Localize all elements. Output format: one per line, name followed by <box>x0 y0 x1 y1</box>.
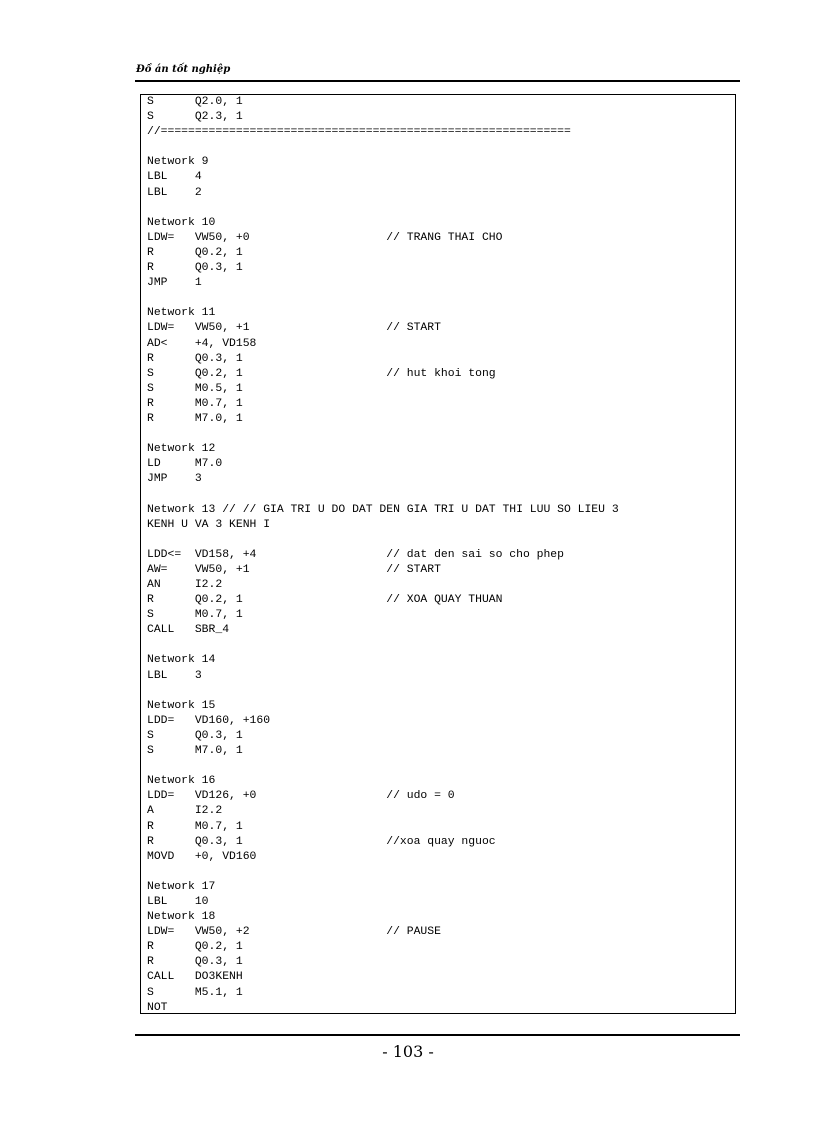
code-line: S Q0.3, 1 <box>147 729 243 742</box>
code-line: S Q2.3, 1 <box>147 111 243 124</box>
code-line: R Q0.2, 1 <box>147 941 243 954</box>
code-line: //============================================================ <box>147 126 571 139</box>
code-line: Network 10 <box>147 216 216 229</box>
code-line: Network 18 <box>147 911 216 924</box>
code-line <box>147 865 619 880</box>
code-line: LDW= VW50, +1 // START <box>147 322 441 335</box>
code-line <box>147 759 619 774</box>
code-line: Network 11 <box>147 307 216 320</box>
code-line: LDD<= VD158, +4 // dat den sai so cho phep <box>147 548 564 561</box>
code-line: S M0.7, 1 <box>147 609 243 622</box>
code-line: R Q0.2, 1 // XOA QUAY THUAN <box>147 594 503 607</box>
code-line: R Q0.3, 1 //xoa quay nguoc <box>147 835 496 848</box>
code-line: Network 17 <box>147 880 216 893</box>
code-line: AD< +4, VD158 <box>147 337 257 350</box>
code-line: KENH U VA 3 KENH I <box>147 518 271 531</box>
code-line <box>147 533 619 548</box>
code-line: LDD= VD160, +160 <box>147 714 271 727</box>
code-line: LDW= VW50, +0 // TRANG THAI CHO <box>147 231 503 244</box>
code-line <box>147 201 619 216</box>
code-line: A I2.2 <box>147 805 223 818</box>
code-line: LBL 2 <box>147 186 202 199</box>
code-line: R M7.0, 1 <box>147 412 243 425</box>
code-line: Network 13 // // GIA TRI U DO DAT DEN GIA TRI U DAT THI LUU SO LIEU 3 <box>147 503 619 516</box>
code-line: LD M7.0 <box>147 458 223 471</box>
code-line: LBL 4 <box>147 171 202 184</box>
code-line: CALL SBR_4 <box>147 624 230 637</box>
code-line <box>147 427 619 442</box>
code-line: MOVD +0, VD160 <box>147 850 257 863</box>
code-line: S M7.0, 1 <box>147 745 243 758</box>
code-line <box>147 291 619 306</box>
code-line: R M0.7, 1 <box>147 397 243 410</box>
code-line: Network 14 <box>147 654 216 667</box>
code-line <box>147 684 619 699</box>
code-line: CALL DO3KENH <box>147 971 243 984</box>
code-line: Network 12 <box>147 443 216 456</box>
code-line: LDW= VW50, +2 // PAUSE <box>147 926 441 939</box>
code-line: R Q0.3, 1 <box>147 262 243 275</box>
code-listing <box>147 95 619 1016</box>
header-rule <box>135 80 740 82</box>
code-line: LBL 10 <box>147 895 209 908</box>
code-line: R M0.7, 1 <box>147 820 243 833</box>
code-line: S Q0.2, 1 // hut khoi tong <box>147 367 496 380</box>
code-line: S M5.1, 1 <box>147 986 243 999</box>
code-line: LDD= VD126, +0 // udo = 0 <box>147 790 455 803</box>
code-line: S M0.5, 1 <box>147 382 243 395</box>
code-line: Network 16 <box>147 775 216 788</box>
code-line: JMP 3 <box>147 473 202 486</box>
code-line: R Q0.3, 1 <box>147 352 243 365</box>
code-line: R Q0.2, 1 <box>147 246 243 259</box>
code-line: Network 9 <box>147 156 209 169</box>
code-line: AW= VW50, +1 // START <box>147 563 441 576</box>
code-line <box>147 487 619 502</box>
page-header-title: Đồ án tốt nghiệp <box>136 64 231 75</box>
code-line: JMP 1 <box>147 277 202 290</box>
code-line: Network 15 <box>147 699 216 712</box>
code-line <box>147 140 619 155</box>
code-line: LBL 3 <box>147 669 202 682</box>
footer-rule <box>135 1034 740 1036</box>
code-line: AN I2.2 <box>147 579 223 591</box>
page-number: - 103 - <box>382 1042 434 1061</box>
code-line: S Q2.0, 1 <box>147 96 243 108</box>
code-line: R Q0.3, 1 <box>147 956 243 969</box>
code-line: NOT <box>147 1001 168 1014</box>
code-line <box>147 638 619 653</box>
